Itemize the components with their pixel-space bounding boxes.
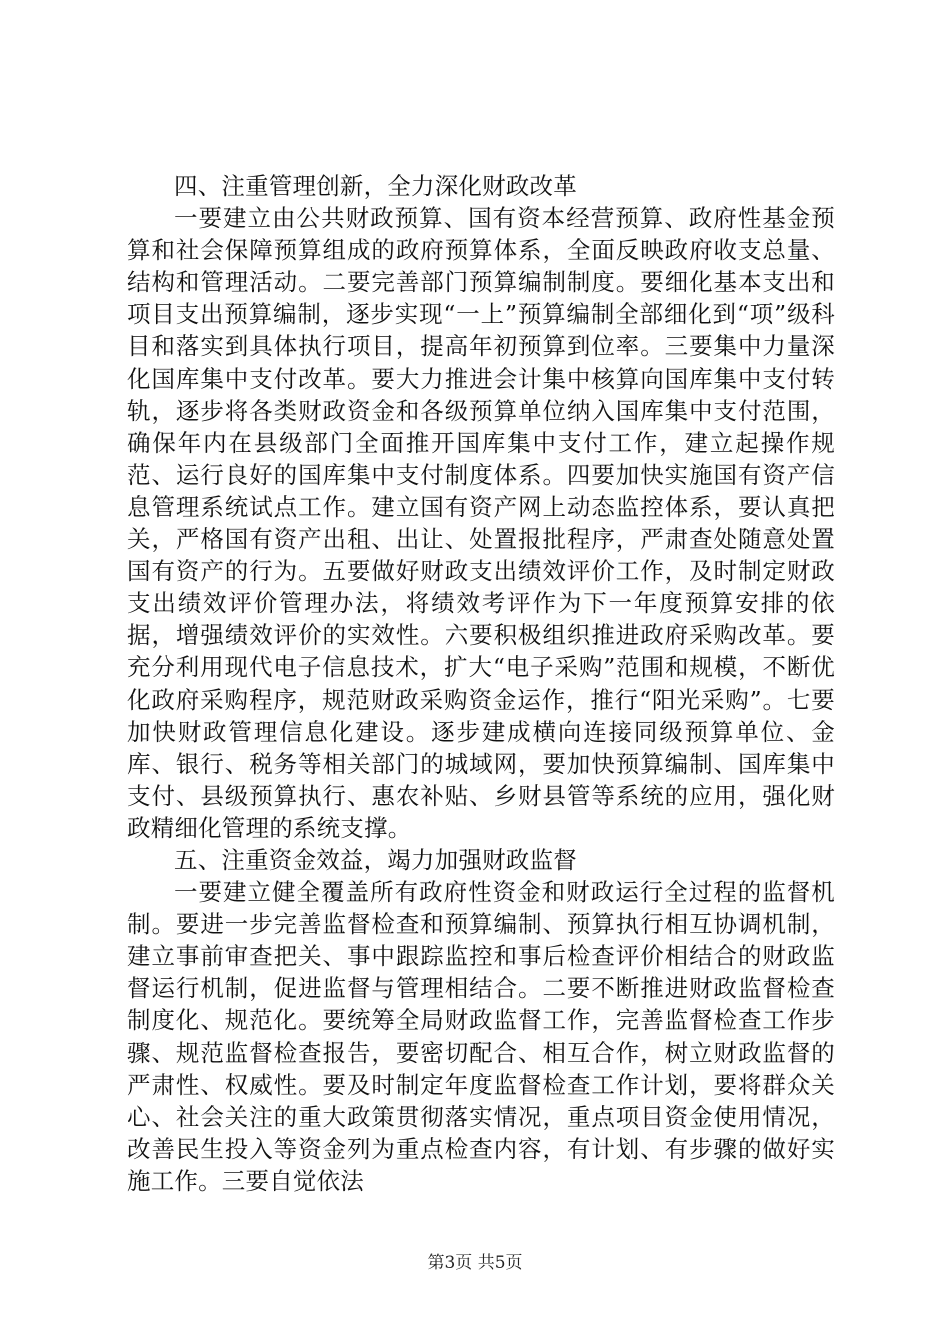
section-heading-4: 四、注重管理创新，全力深化财政改革 (174, 172, 577, 200)
section-paragraph-4: 一要建立由公共财政预算、国有资本经营预算、政府性基金预算和社会保障预算组成的政府预算体系，全面反映政府收支总量、结构和管理活动。二要完善部门预算编制制度。要细化基本支出和项目支出预算编制，逐步实现“一上”预算编制全部细化到“项”级科目和落实到具体执行项目，提高年初预算到位率。三要集中力量深化国库集中支付改革。要大力推进会计集中核算向国库集中支付转轨，逐步将各类财政资金和各级预算单位纳入国库集中支付范围，确保年内在县级部门全面推开国库集中支付工作，建立起操作规范、运行良好的国库集中支付制度体系。四要加快实施国有资产信息管理系统试点工作。建立国有资产网上动态监控体系，要认真把关，严格国有资产出租、出让、处置报批程序，严肃查处随意处置国有资产的行为。五要做好财政支出绩效评价工作，及时制定财政支出绩效评价管理办法，将绩效考评作为下一年度预算安排的依据，增强绩效评价的实效性。六要积极组织推进政府采购改革。要充分利用现代电子信息技术，扩大“电子采购”范围和规模，不断优化政府采购程序，规范财政采购资金运作，推行“阳光采购”。七要加快财政管理信息化建设。逐步建成横向连接同级预算单位、金库、银行、税务等相关部门的城域网，要加快预算编制、国库集中支付、县级预算执行、惠农补贴、乡财县管等系统的应用，强化财政精细化管理的系统支撑。 (127, 204, 835, 842)
page-number-footer: 第3页 共5页 (427, 1253, 523, 1273)
section-paragraph-5: 一要建立健全覆盖所有政府性资金和财政运行全过程的监督机制。要进一步完善监督检查和预算编制、预算执行相互协调机制，建立事前审查把关、事中跟踪监控和事后检查评价相结合的财政监督运行机制，促进监督与管理相结合。二要不断推进财政监督检查制度化、规范化。要统筹全局财政监督工作，完善监督检查工作步骤、规范监督检查报告，要密切配合、相互合作，树立财政监督的严肃性、权威性。要及时制定年度监督检查工作计划，要将群众关心、社会关注的重大政策贯彻落实情况，重点项目资金使用情况，改善民生投入等资金列为重点检查内容，有计划、有步骤的做好实施工作。三要自觉依法 (127, 878, 835, 1195)
section-heading-5: 五、注重资金效益，竭力加强财政监督 (174, 845, 577, 874)
document-body (127, 170, 835, 1197)
